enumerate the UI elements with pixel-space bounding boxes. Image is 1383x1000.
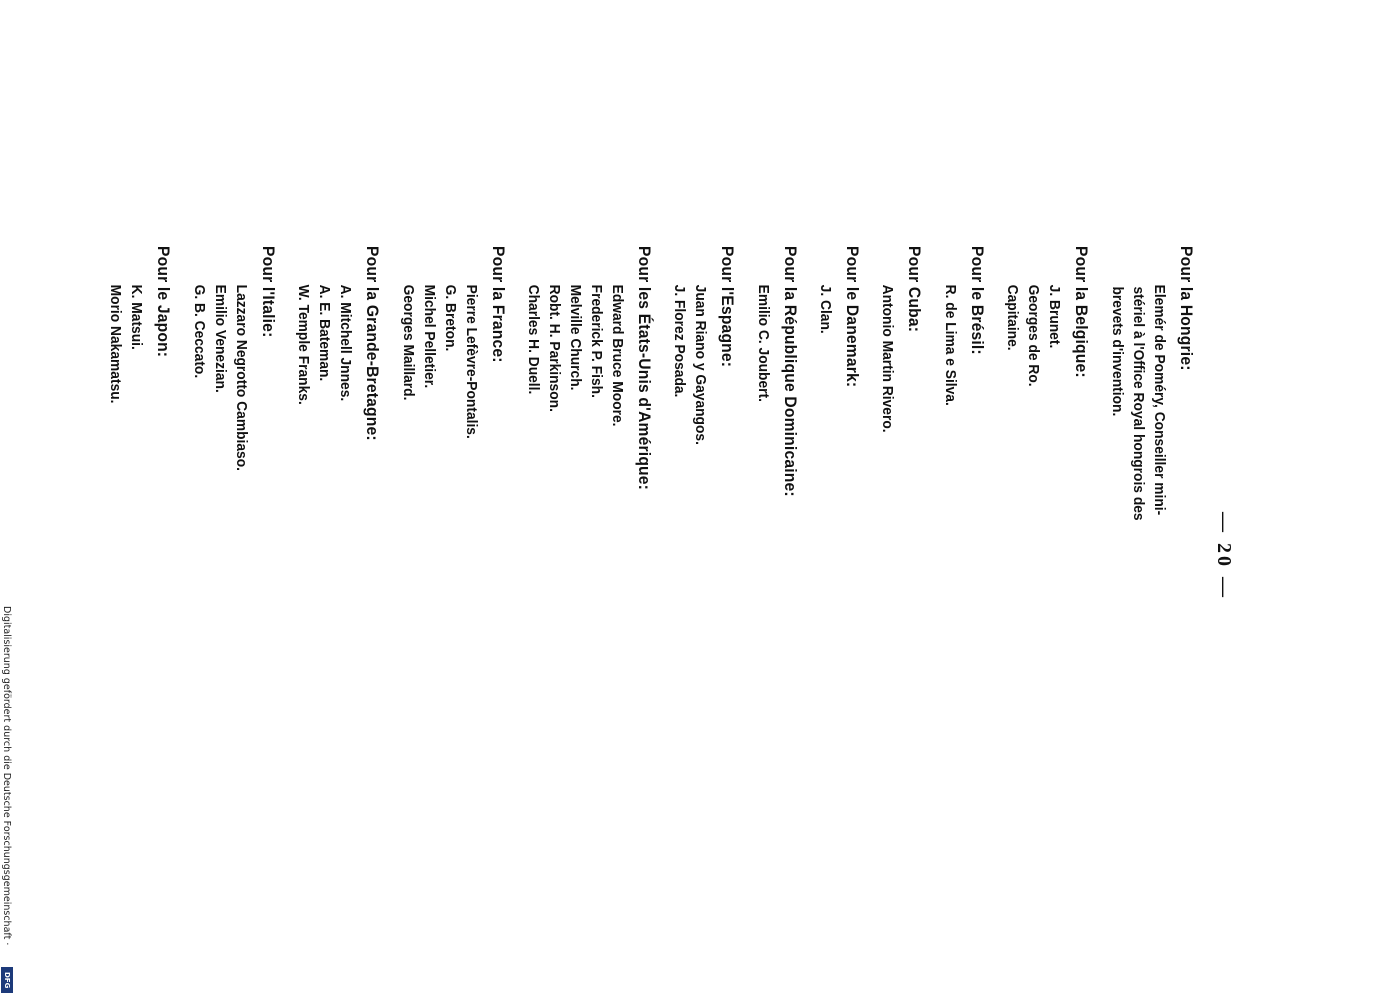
entry-line: Lazzaro Negrotto Cambiaso. (233, 284, 250, 471)
page-number: — 20 — (1213, 512, 1235, 600)
entry-line: Pierre Lefèvre-Pontalis. (463, 284, 480, 439)
entry-line: Georges de Ro. (1025, 284, 1042, 387)
entry-line: G. Breton. (442, 284, 459, 352)
entry-line: Morio Nakamatsu. (107, 284, 124, 404)
heading-grande-bretagne: Pour la Grande-Bretagne: (363, 246, 382, 441)
heading-cuba: Pour Cuba: (905, 246, 924, 333)
entry-line: Georges Maillard. (400, 284, 417, 401)
entry-line: Melville Church. (567, 284, 584, 391)
entry-line: W. Temple Franks. (295, 284, 312, 405)
entry-line: R. de Lima e Silva. (942, 284, 959, 406)
entry-line: Frederick P. Fish. (588, 284, 605, 398)
heading-republique-dominicaine: Pour la République Dominicaine: (781, 246, 800, 497)
entry-line: J. Florez Posada. (671, 284, 688, 398)
entry-line: A. E. Bateman. (316, 284, 333, 382)
heading-danemark: Pour le Danemark: (843, 246, 862, 388)
heading-belgique: Pour la Belgique: (1072, 246, 1091, 378)
entry-line: Juan Riano y Gayangos. (692, 284, 709, 445)
entry-line: K. Matsui. (128, 284, 145, 350)
heading-espagne: Pour l'Espagne: (718, 246, 737, 368)
heading-japon: Pour le Japon: (154, 246, 173, 358)
entry-line: Robt. H. Parkinson. (546, 284, 563, 412)
heading-bresil: Pour le Brésil: (968, 246, 987, 355)
heading-etats-unis: Pour les États-Unis d'Amérique: (635, 246, 654, 491)
entry-line: Capitaine. (1004, 284, 1021, 351)
entry-line: G. B. Ceccato. (191, 284, 208, 379)
entry-line: J. Brunet. (1046, 284, 1063, 349)
heading-italie: Pour l'Italie: (259, 246, 278, 338)
entry-line: Emilio C. Joubert. (755, 284, 772, 402)
heading-hongrie: Pour la Hongrie: (1177, 246, 1196, 371)
dfg-logo: DFG (1, 967, 13, 993)
entry-line: brevets d'invention. (1109, 286, 1126, 417)
entry-line: Edward Bruce Moore. (609, 284, 626, 427)
entry-line: A. Mitchell Jnnes. (337, 284, 354, 402)
entry-line: Antonio Martin Rivero. (879, 284, 896, 433)
entry-line: J. Clan. (817, 284, 834, 334)
entry-line: Emilio Venezian. (212, 284, 229, 393)
entry-line: stériel à l'Office Royal hongrois des (1130, 286, 1147, 521)
digitization-credit: Digitalisierung gefördert durch die Deutsche Forschungsgemeinschaft · (1, 606, 12, 946)
entry-line: Michel Pelletier. (421, 284, 438, 389)
entry-line: Elemér de Poméry, Conseiller mini- (1151, 284, 1168, 516)
heading-france: Pour la France: (489, 246, 508, 363)
entry-line: Charles H. Duell. (525, 284, 542, 395)
